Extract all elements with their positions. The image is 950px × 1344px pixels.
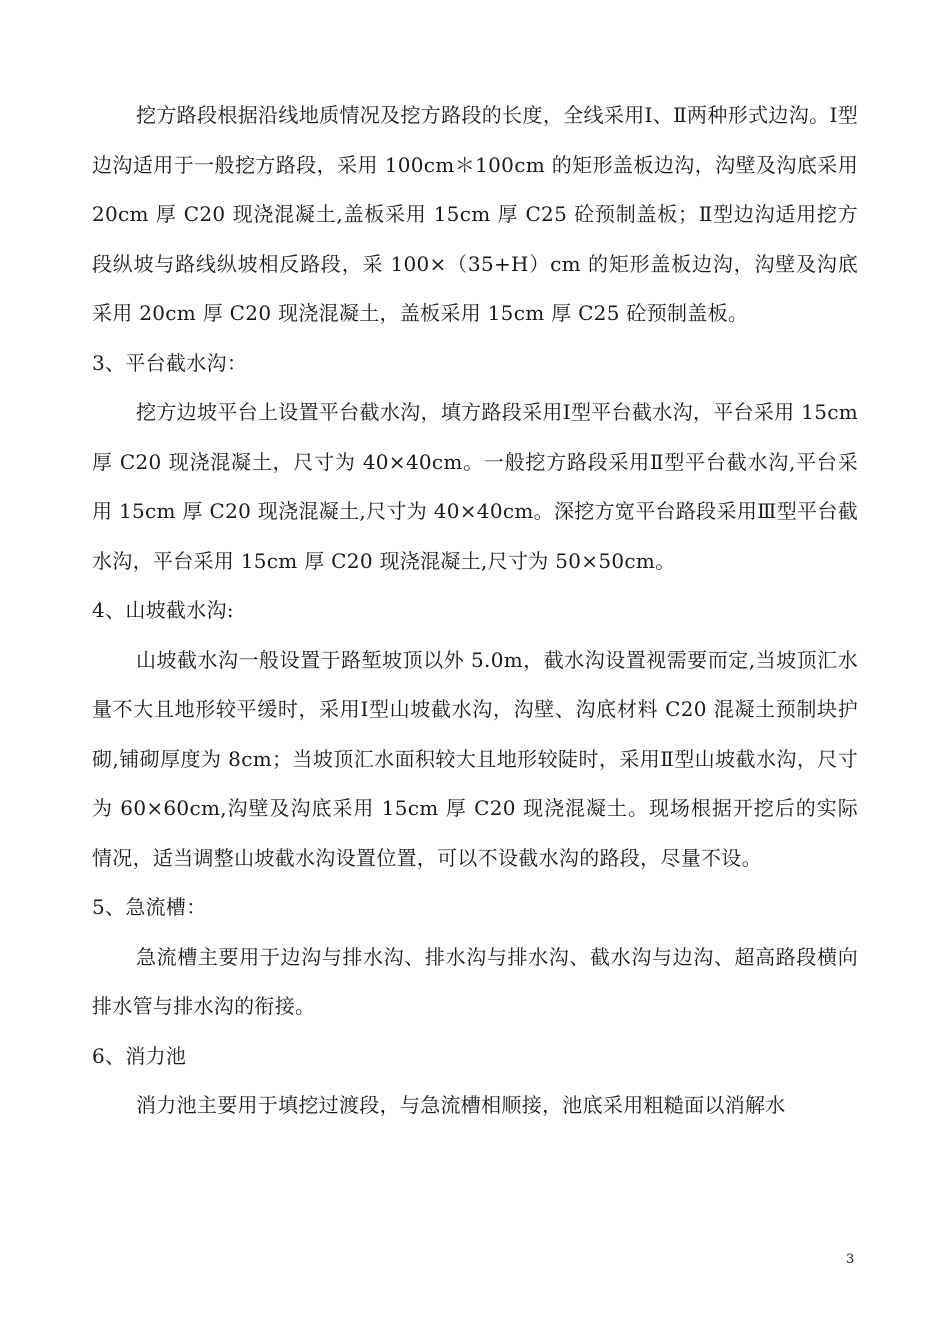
heading-stilling-basin: 6、消力池 <box>92 1043 187 1068</box>
paragraph-stilling-basin: 消力池主要用于填挖过渡段，与急流槽相顺接，池底采用粗糙面以消解水 <box>136 1093 786 1117</box>
heading-chute: 5、急流槽： <box>92 895 207 919</box>
paragraph-chute: 急流槽主要用于边沟与排水沟、排水沟与排水沟、截水沟与边沟、超高路段横向排水管与排水沟的衔接。 <box>92 944 858 1018</box>
document-body <box>92 91 858 1131</box>
heading-platform-intercepting-ditch: 3、平台截水沟： <box>92 350 248 375</box>
paragraph-side-ditch: 挖方路段根据沿线地质情况及挖方路段的长度，全线采用Ⅰ、Ⅱ两种形式边沟。Ⅰ型边沟适用于一般挖方路段，采用 100cm＊100cm 的矩形盖板边沟，沟壁及沟底采用 20cm 厚 C20 现浇混凝土,盖板采用 15cm 厚 C25 砼预制盖板；Ⅱ型边沟适用挖方段纵坡与路线纵坡相反路段，采 100×（35+H）cm 的矩形盖板边沟，沟壁及沟底采用 20cm 厚 C20 现浇混凝土，盖板采用 15cm 厚 C25 砼预制盖板。 <box>92 103 858 325</box>
page-number: 3 <box>846 1252 855 1267</box>
paragraph-platform-intercepting-ditch: 挖方边坡平台上设置平台截水沟，填方路段采用Ⅰ型平台截水沟，平台采用 15cm 厚 C20 现浇混凝土，尺寸为 40×40cm。一般挖方路段采用Ⅱ型平台截水沟,平台采用 15cm 厚 C20 现浇混凝土,尺寸为 40×40cm。深挖方宽平台路段采用Ⅲ型平台截水沟，平台采用 15cm 厚 C20 现浇混凝土,尺寸为 50×50cm。 <box>92 400 858 573</box>
heading-hillside-intercepting-ditch: 4、山坡截水沟: <box>92 598 234 622</box>
paragraph-hillside-intercepting-ditch: 山坡截水沟一般设置于路堑坡顶以外 5.0m，截水沟设置视需要而定,当坡顶汇水量不大且地形较平缓时，采用Ⅰ型山坡截水沟，沟壁、沟底材料 C20 混凝土预制块护砌,铺砌厚度为 8cm；当坡顶汇水面积较大且地形较陡时，采用Ⅱ型山坡截水沟，尺寸为 60×60cm,沟壁及沟底采用 15cm 厚 C20 现浇混凝土。现场根据开挖后的实际情况，适当调整山坡截水沟设置位置，可以不设截水沟的路段，尽量不设。 <box>92 647 858 870</box>
